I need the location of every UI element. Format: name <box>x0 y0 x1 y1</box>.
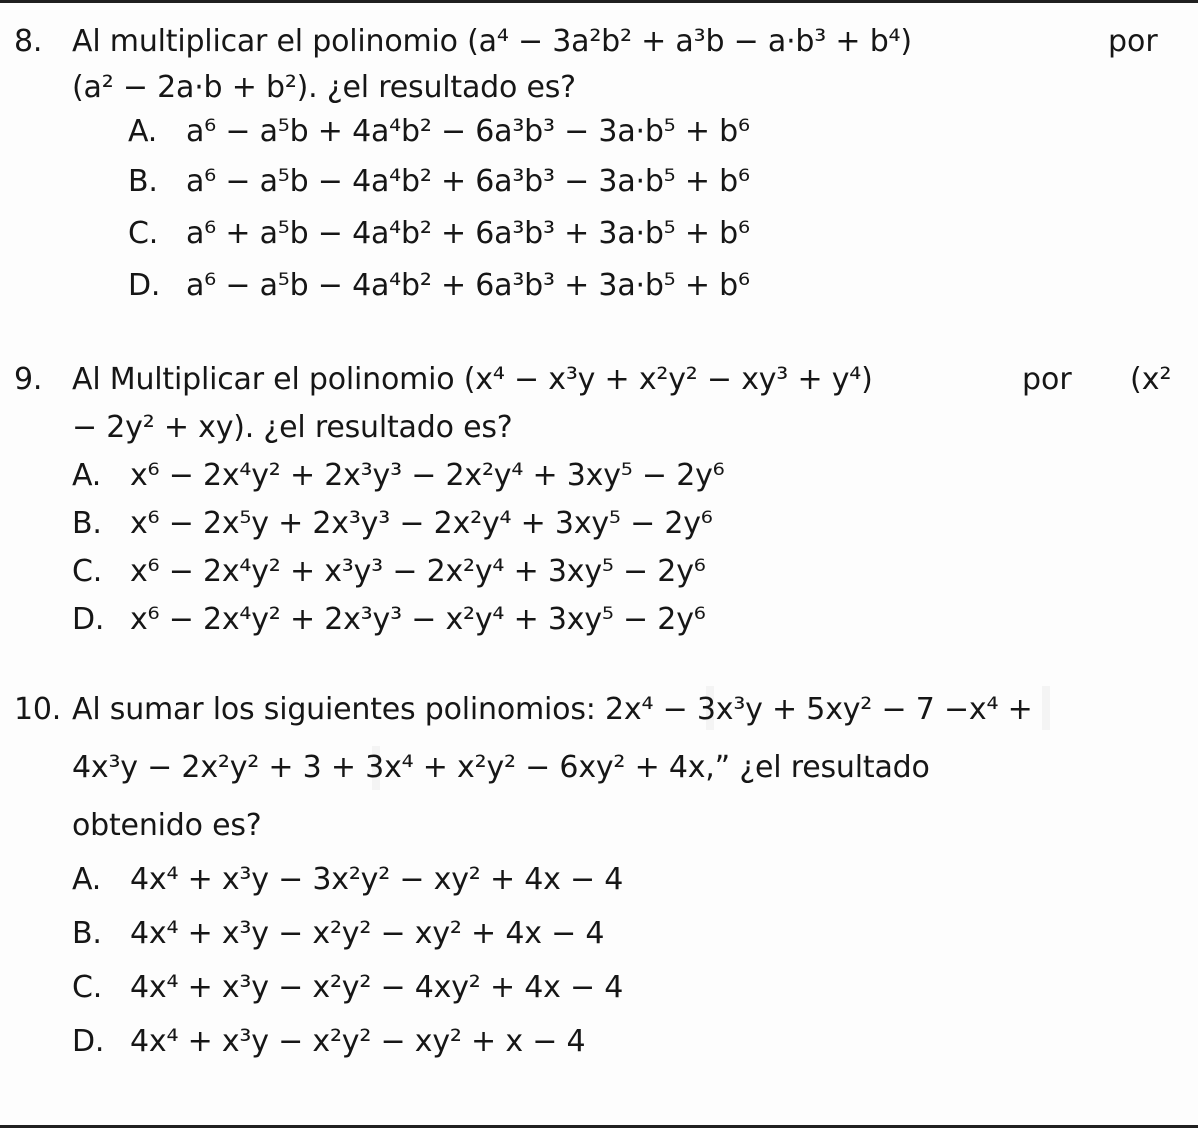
question-9-stem-line-2: − 2y² + xy). ¿el resultado es? <box>72 410 513 445</box>
question-10-option-c[interactable] <box>72 968 623 1008</box>
option-text: x⁶ − 2x⁴y² + 2x³y³ − 2x²y⁴ + 3xy⁵ − 2y⁶ <box>130 458 725 493</box>
option-letter: B. <box>72 916 102 951</box>
option-text: 4x⁴ + x³y − 3x²y² − xy² + 4x − 4 <box>130 862 624 897</box>
question-10-option-d[interactable] <box>72 1022 585 1062</box>
question-8-option-b[interactable] <box>128 162 750 202</box>
option-text: 4x⁴ + x³y − x²y² − 4xy² + 4x − 4 <box>130 970 624 1005</box>
question-9-option-c[interactable] <box>72 552 706 592</box>
question-9-stem-line-1 <box>14 360 873 400</box>
option-letter: D. <box>128 268 161 303</box>
question-10-number: 10. <box>14 692 62 727</box>
scan-mark <box>1042 686 1050 730</box>
option-text: a⁶ + a⁵b − 4a⁴b² + 6a³b³ + 3a·b⁵ + b⁶ <box>186 216 750 251</box>
question-10-stem-text: Al sumar los siguientes polinomios: 2x⁴ − 3x³y + 5xy² − 7 −x⁴ + <box>72 692 1033 727</box>
option-letter: C. <box>72 970 103 1005</box>
option-text: a⁶ − a⁵b − 4a⁴b² + 6a³b³ − 3a·b⁵ + b⁶ <box>186 164 750 199</box>
question-10-stem-line-2: 4x³y − 2x²y² + 3 + 3x⁴ + x²y² − 6xy² + 4x,” ¿el resultado <box>72 750 930 785</box>
option-letter: A. <box>72 458 102 493</box>
option-letter: D. <box>72 1024 105 1059</box>
option-letter: B. <box>128 164 158 199</box>
question-8-number: 8. <box>14 24 43 59</box>
question-10-option-a[interactable] <box>72 860 623 900</box>
option-letter: C. <box>72 554 103 589</box>
question-10-stem-line-1 <box>14 690 1033 730</box>
option-letter: C. <box>128 216 159 251</box>
question-9-stem-por: por <box>1022 362 1072 397</box>
option-text: x⁶ − 2x⁴y² + 2x³y³ − x²y⁴ + 3xy⁵ − 2y⁶ <box>130 602 706 637</box>
option-text: a⁶ − a⁵b − 4a⁴b² + 6a³b³ + 3a·b⁵ + b⁶ <box>186 268 750 303</box>
option-letter: D. <box>72 602 105 637</box>
top-border-line <box>0 0 1198 3</box>
option-text: x⁶ − 2x⁵y + 2x³y³ − 2x²y⁴ + 3xy⁵ − 2y⁶ <box>130 506 713 541</box>
option-text: x⁶ − 2x⁴y² + x³y³ − 2x²y⁴ + 3xy⁵ − 2y⁶ <box>130 554 706 589</box>
question-8-stem-por: por <box>1108 24 1158 59</box>
question-8-stem-line-2: (a² − 2a·b + b²). ¿el resultado es? <box>72 70 576 105</box>
question-9-stem-text: Al Multiplicar el polinomio (x⁴ − x³y + x²y² − xy³ + y⁴) <box>72 362 873 397</box>
question-9-number: 9. <box>14 362 43 397</box>
question-10-stem-line-3: obtenido es? <box>72 808 262 843</box>
question-8-stem-line-1 <box>14 22 912 62</box>
option-letter: A. <box>72 862 102 897</box>
option-text: a⁶ − a⁵b + 4a⁴b² − 6a³b³ − 3a·b⁵ + b⁶ <box>186 114 750 149</box>
question-9-option-b[interactable] <box>72 504 713 544</box>
option-text: 4x⁴ + x³y − x²y² − xy² + 4x − 4 <box>130 916 605 951</box>
question-8-option-c[interactable] <box>128 214 750 254</box>
option-text: 4x⁴ + x³y − x²y² − xy² + x − 4 <box>130 1024 586 1059</box>
question-10-option-b[interactable] <box>72 914 604 954</box>
question-8-option-a[interactable] <box>128 112 750 152</box>
question-8-stem-text: Al multiplicar el polinomio (a⁴ − 3a²b² + a³b − a·b³ + b⁴) <box>72 24 912 59</box>
question-9-option-a[interactable] <box>72 456 724 496</box>
option-letter: A. <box>128 114 158 149</box>
option-letter: B. <box>72 506 102 541</box>
question-9-stem-end: (x² <box>1130 362 1172 397</box>
question-8-option-d[interactable] <box>128 266 750 306</box>
question-9-option-d[interactable] <box>72 600 706 640</box>
